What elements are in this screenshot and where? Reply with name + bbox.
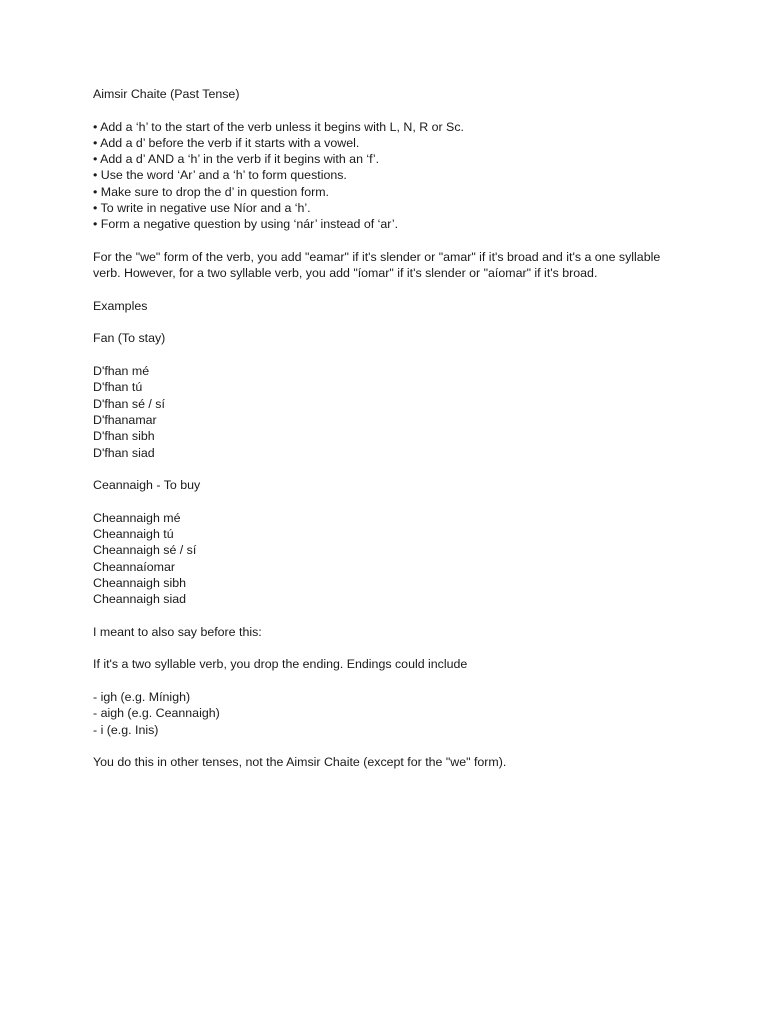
examples-heading-block bbox=[93, 298, 693, 314]
rule-item: • Add a d’ before the verb if it starts with a vowel. bbox=[93, 135, 360, 150]
conjugation-line: Cheannaigh sibh bbox=[93, 575, 187, 590]
conjugation-line: D'fhan tú bbox=[93, 380, 143, 395]
title-block bbox=[93, 86, 693, 102]
ending-item: - igh (e.g. Mínigh) bbox=[93, 689, 191, 704]
rule-item: • Use the word ‘Ar’ and a ‘h’ to form questions. bbox=[93, 168, 347, 183]
rule-item: • Add a d’ AND a ‘h’ in the verb if it begins with an ‘f’. bbox=[93, 152, 380, 167]
ending-item: - i (e.g. Inis) bbox=[93, 722, 159, 737]
verb1-conjugation bbox=[93, 363, 693, 461]
we-form-paragraph: For the "we" form of the verb, you add "eamar" if it's slender or "amar" if it's broad and it's a one syllable verb. However, for a two syllable verb, you add "íomar" if it's slender or "aíomar" if it's broad. bbox=[93, 249, 661, 281]
note-intro-block bbox=[93, 624, 693, 640]
conjugation-line: Cheannaigh tú bbox=[93, 527, 174, 542]
document-page bbox=[93, 86, 693, 787]
ending-item: - aigh (e.g. Ceannaigh) bbox=[93, 706, 220, 721]
conjugation-line: Cheannaigh mé bbox=[93, 510, 181, 525]
two-syllable-note-block bbox=[93, 656, 693, 672]
closing-block bbox=[93, 754, 693, 770]
conjugation-line: Cheannaíomar bbox=[93, 559, 175, 574]
rule-item: • Add a ‘h’ to the start of the verb unless it begins with L, N, R or Sc. bbox=[93, 119, 464, 134]
verb2-heading: Ceannaigh - To buy bbox=[93, 478, 201, 493]
rule-item: • Form a negative question by using ‘nár’ instead of ‘ar’. bbox=[93, 217, 399, 232]
rule-item: • Make sure to drop the d’ in question form. bbox=[93, 184, 329, 199]
endings-list bbox=[93, 689, 693, 738]
document-title: Aimsir Chaite (Past Tense) bbox=[93, 87, 240, 101]
note-intro: I meant to also say before this: bbox=[93, 624, 262, 639]
conjugation-line: D'fhan mé bbox=[93, 364, 150, 379]
verb2-heading-block bbox=[93, 477, 693, 493]
conjugation-line: Cheannaigh sé / sí bbox=[93, 543, 197, 558]
verb2-conjugation bbox=[93, 510, 693, 608]
conjugation-line: D'fhan sibh bbox=[93, 429, 155, 444]
conjugation-line: Cheannaigh siad bbox=[93, 592, 187, 607]
verb1-heading: Fan (To stay) bbox=[93, 331, 166, 346]
verb1-heading-block bbox=[93, 330, 693, 346]
two-syllable-note: If it's a two syllable verb, you drop the ending. Endings could include bbox=[93, 657, 468, 672]
conjugation-line: D'fhan sé / sí bbox=[93, 396, 165, 411]
rules-list bbox=[93, 119, 693, 233]
rule-item: • To write in negative use Níor and a ‘h’. bbox=[93, 201, 311, 216]
closing-note: You do this in other tenses, not the Aimsir Chaite (except for the "we" form). bbox=[93, 755, 507, 770]
conjugation-line: D'fhanamar bbox=[93, 412, 157, 427]
examples-heading: Examples bbox=[93, 298, 148, 313]
conjugation-line: D'fhan siad bbox=[93, 445, 155, 460]
